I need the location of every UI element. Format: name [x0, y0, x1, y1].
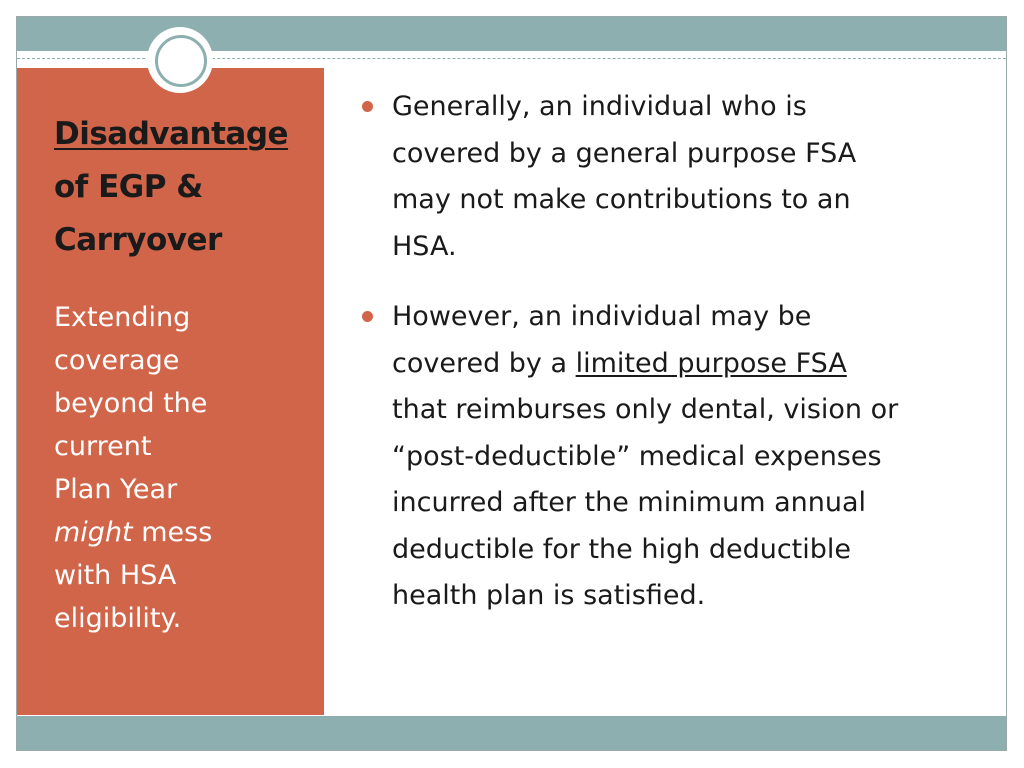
subtitle-line: with HSA: [54, 560, 177, 591]
subtitle-line: eligibility.: [54, 603, 182, 634]
bullet-line: health plan is satisfied.: [392, 580, 706, 611]
circle-ornament-icon: [147, 27, 213, 93]
title-line-3: Carryover: [54, 222, 222, 258]
subtitle-line: current: [54, 431, 152, 462]
bullet-line: However, an individual may be: [392, 301, 812, 332]
slide-content: [362, 84, 992, 644]
bullet-line: “post-deductible” medical expenses: [392, 440, 882, 472]
bullet-line: deductible for the high deductible: [392, 533, 851, 565]
subtitle-line: [54, 511, 304, 554]
bullet-item: [362, 294, 992, 620]
subtitle-line: Extending: [54, 302, 191, 333]
subtitle-line-rest: mess: [132, 517, 213, 548]
bullet-line: incurred after the minimum annual: [392, 487, 867, 518]
title-line-2: of EGP &: [54, 169, 203, 205]
bullet-item: [362, 84, 992, 270]
bullet-line: may not make contributions to an: [392, 184, 851, 215]
slide-title: [54, 108, 319, 267]
limited-purpose-fsa-link[interactable]: limited purpose FSA: [575, 347, 847, 379]
title-line-1: Disadvantage: [54, 116, 289, 152]
subtitle-line: beyond the: [54, 388, 208, 419]
subtitle-line: coverage: [54, 345, 180, 376]
slide-subtitle: [54, 296, 304, 640]
bullet-line-pre: covered by a: [392, 347, 576, 379]
subtitle-emphasis: might: [54, 517, 133, 548]
bullet-line: Generally, an individual who is: [392, 91, 807, 122]
bottom-band: [17, 716, 1006, 750]
bullet-line: covered by a general purpose FSA: [392, 137, 857, 169]
bullet-dot-icon: [362, 101, 373, 112]
bullet-dot-icon: [362, 311, 373, 322]
bullet-line: HSA.: [392, 230, 457, 262]
bullet-line: [392, 341, 992, 388]
ring-icon: [155, 35, 207, 87]
subtitle-line: Plan Year: [54, 474, 178, 505]
bullet-line: that reimburses only dental, vision or: [392, 394, 899, 425]
